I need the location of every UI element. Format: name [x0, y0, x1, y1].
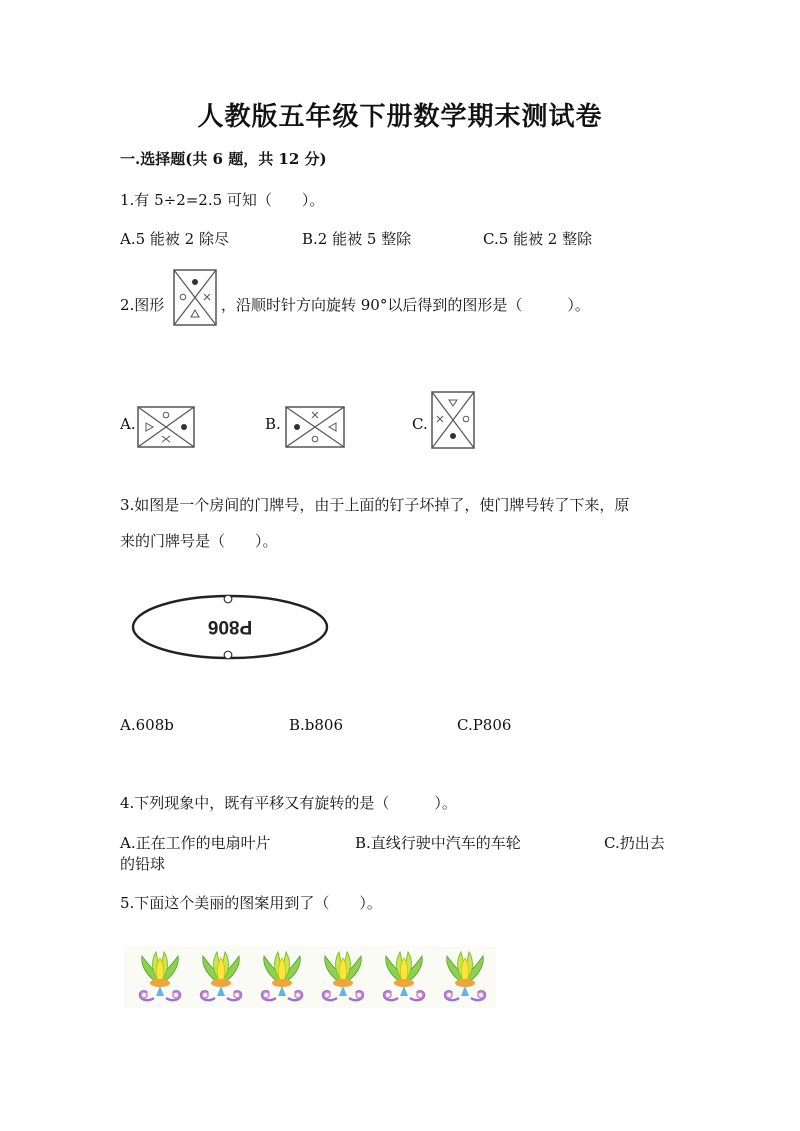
- door-plate-figure: [130, 592, 330, 662]
- question-3-stem-line-2: 来的门牌号是（ ）。: [120, 532, 278, 550]
- question-2-option-c-figure: [431, 391, 475, 449]
- question-2-original-figure: [173, 269, 217, 326]
- question-2-option-c-label: C.: [412, 415, 428, 433]
- question-5-stem: 5.下面这个美丽的图案用到了（ ）。: [120, 894, 382, 912]
- question-4-stem: 4.下列现象中，既有平移又有旋转的是（ ）。: [120, 794, 457, 812]
- page-title: 人教版五年级下册数学期末测试卷: [197, 102, 603, 132]
- question-2-stem-prefix: 2.图形: [120, 296, 165, 314]
- question-2-stem-suffix: ，沿顺时针方向旋转 90°以后得到的图形是（ ）。: [221, 296, 590, 314]
- question-1-option-b: B.2 能被 5 整除: [302, 230, 412, 248]
- banner-graphic: [124, 946, 496, 1008]
- banner-motif: [140, 952, 180, 1000]
- question-2-option-a-label: A.: [120, 415, 136, 433]
- question-1-option-a: A.5 能被 2 除尽: [120, 230, 229, 248]
- question-1-stem: 1.有 5÷2=2.5 可知（ ）。: [120, 191, 325, 209]
- door-plate-number: P806: [207, 616, 253, 637]
- decorative-pattern-banner: [124, 946, 496, 1008]
- question-2-option-b-label: B.: [265, 415, 281, 433]
- question-1-option-c: C.5 能被 2 整除: [483, 230, 593, 248]
- question-3-option-b: B.b806: [289, 716, 344, 734]
- question-4-option-c-continued: 的铅球: [120, 855, 166, 873]
- question-4-option-b: B.直线行驶中汽车的车轮: [355, 834, 521, 852]
- banner-motif: [384, 952, 424, 1000]
- question-3-stem-line-1: 3.如图是一个房间的门牌号，由于上面的钉子坏掉了，使门牌号转了下来，原: [120, 496, 630, 514]
- banner-motif: [323, 952, 363, 1000]
- question-3-option-c: C.P806: [457, 716, 512, 734]
- question-4-option-a: A.正在工作的电扇叶片: [120, 834, 271, 852]
- question-2-option-b-figure: [285, 406, 345, 448]
- question-3-option-a: A.608b: [120, 716, 174, 734]
- banner-motif: [262, 952, 302, 1000]
- section-heading: 一.选择题(共 6 题，共 12 分): [120, 150, 327, 168]
- question-2-option-a-figure: [137, 406, 195, 448]
- question-4-option-c: C.扔出去: [604, 834, 665, 852]
- banner-motif: [445, 952, 485, 1000]
- banner-motif: [201, 952, 241, 1000]
